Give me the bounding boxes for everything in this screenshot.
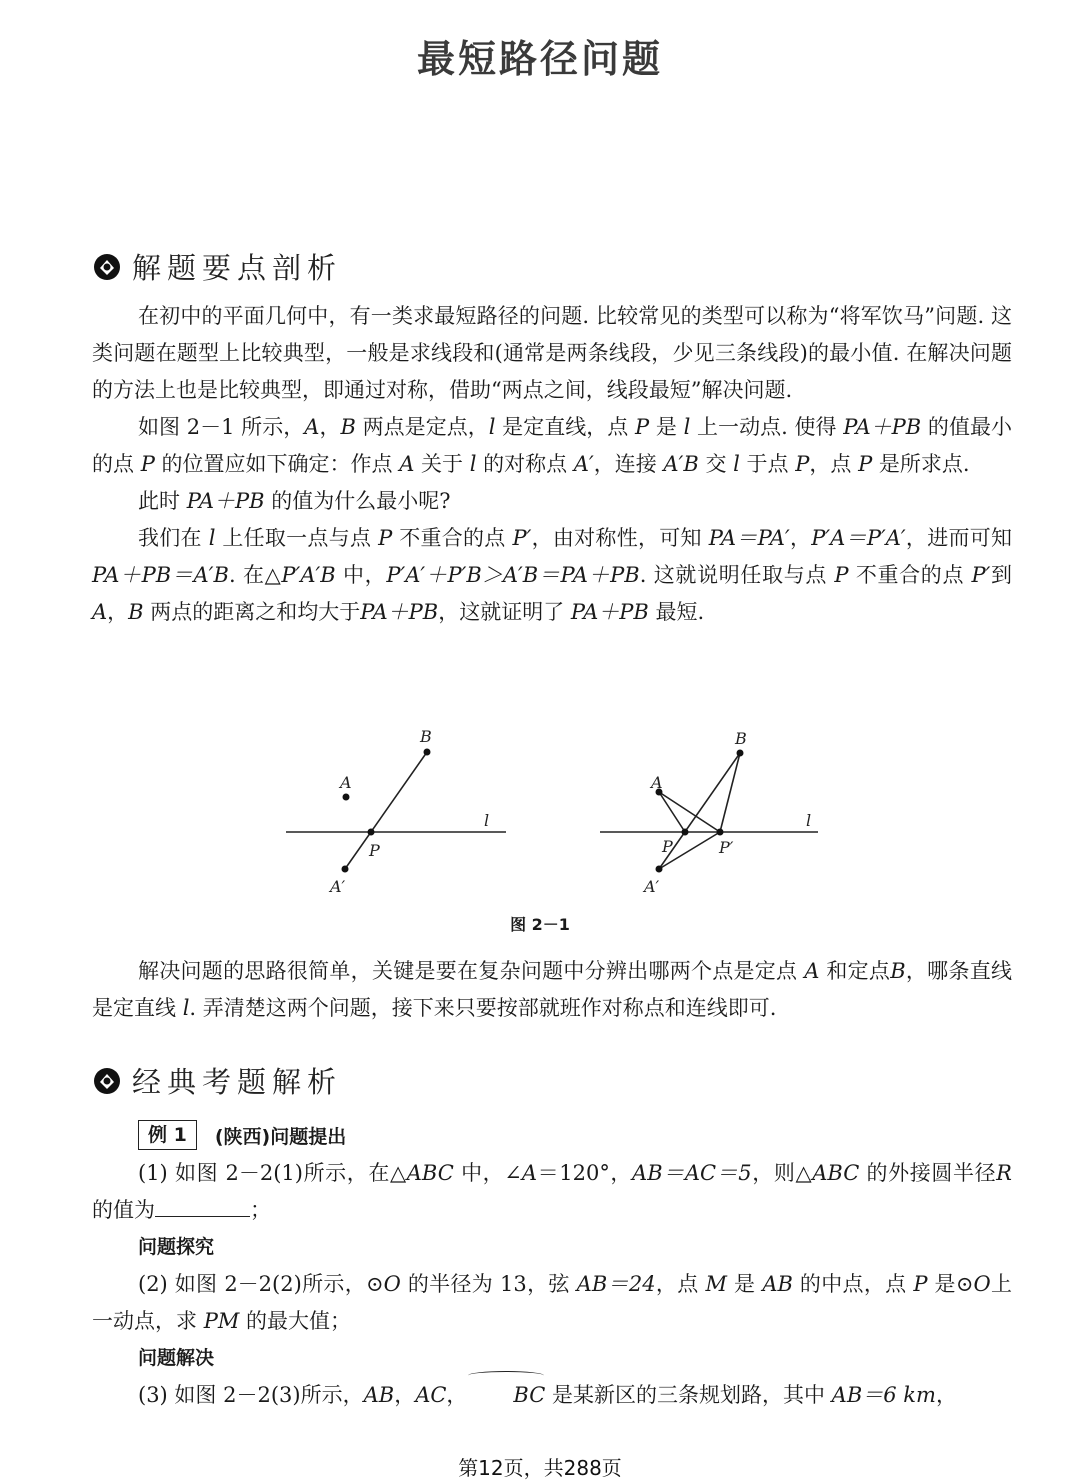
paragraph: 如图 2－1 所示，A，B 两点是定点，l 是定直线，点 P 是 l 上一动点. 使得 PA＋PB 的值最小的点 P 的位置应如下确定：作点 A 关于 l 的对称点 A′，连接 A′B 交 l 于点 P，点 P 是所求点. [92, 415, 1013, 476]
point-ap-right [656, 866, 663, 873]
label-b-right: B [735, 729, 747, 748]
point-b-left [424, 749, 431, 756]
subheading-explore: 问题探究 [138, 1236, 215, 1258]
paragraph: 我们在 l 上任取一点与点 P 不重合的点 P′，由对称性，可知 PA＝PA′，P′A＝P′A′，进而可知 PA＋PB＝A′B. 在△P′A′B 中，P′A′＋P′B＞A′B＝PA＋PB. 这就说明任取与点 P 不重合的点 P′到A，B 两点的距离之和均大于PA＋PB，这就证明了 PA＋PB 最短. [92, 526, 1013, 624]
point-b-right [737, 750, 744, 757]
question-1: (1) 如图 2－2(1)所示，在△ABC 中，∠A＝120°，AB＝AC＝5，则△ABC 的外接圆半径R 的值为 ； [92, 1161, 1012, 1222]
page-title: 最短路径问题 [416, 37, 663, 81]
section-marker-icon [90, 249, 124, 283]
figure-caption: 图 2－1 [510, 915, 570, 934]
section-marker-icon [90, 1063, 124, 1097]
label-ap-right: A′ [644, 877, 660, 896]
question-3: (3) 如图 2－2(3)所示，AB，AC， BC 是某新区的三条规划路，其中 AB＝6 km， [92, 1377, 1012, 1414]
label-a-right: A [651, 773, 663, 792]
figure-2-1 [270, 722, 840, 907]
label-pp-right: P′ [719, 838, 734, 857]
question-2: (2) 如图 2－2(2)所示，⊙O 的半径为 13，弦 AB＝24，点 M 是 AB 的中点，点 P 是⊙O上一动点，求 PM 的最大值； [92, 1272, 1012, 1333]
point-ap-left [342, 866, 349, 873]
label-b-left: B [420, 727, 432, 746]
answer-blank [155, 1196, 250, 1217]
section-heading-analysis: 解题要点剖析 [90, 246, 342, 286]
subheading-solve: 问题解决 [138, 1347, 215, 1369]
point-p-right [682, 829, 689, 836]
point-p-left [368, 829, 375, 836]
segment-pa [659, 792, 685, 832]
label-l-left: l [484, 811, 490, 830]
example-text [92, 1155, 1012, 1414]
segment-ppb [720, 753, 740, 832]
point-a-left [343, 794, 350, 801]
example-source: (陕西)问题提出 [214, 1125, 347, 1148]
paragraph: 解决问题的思路很简单，关键是要在复杂问题中分辨出哪两个点是定点 A 和定点B，哪条直线是定直线 l. 弄清楚这两个问题，接下来只要按部就班作对称点和连线即可. [92, 959, 1012, 1020]
segment-apb-left [345, 752, 427, 869]
label-a-left: A [340, 773, 352, 792]
intro-text [92, 298, 1012, 631]
paragraph: 此时 PA＋PB 的值为什么最小呢? [138, 489, 451, 513]
label-ap-left: A′ [330, 877, 346, 896]
paragraph: 在初中的平面几何中，有一类求最短路径的问题. 比较常见的类型可以称为“将军饮马”问题. 这类问题在题型上比较典型，一般是求线段和(通常是两条线段，少见三条线段)的最小值. 在解决问题的方法上也是比较典型，即通过对称，借助“两点之间，线段最短”解决问题. [92, 304, 1012, 402]
after-figure-text [92, 953, 1012, 1027]
example-label: 例 1 [138, 1120, 197, 1150]
label-p-left: P [369, 841, 380, 860]
example-header [138, 1120, 346, 1150]
section-heading-exam: 经典考题解析 [90, 1060, 342, 1100]
page-footer: 第12页，共288页 [458, 1456, 622, 1480]
arc-bc: BC [467, 1377, 545, 1414]
point-pp-right [717, 829, 724, 836]
label-p-right: P [662, 837, 673, 856]
label-l-right: l [806, 811, 812, 830]
